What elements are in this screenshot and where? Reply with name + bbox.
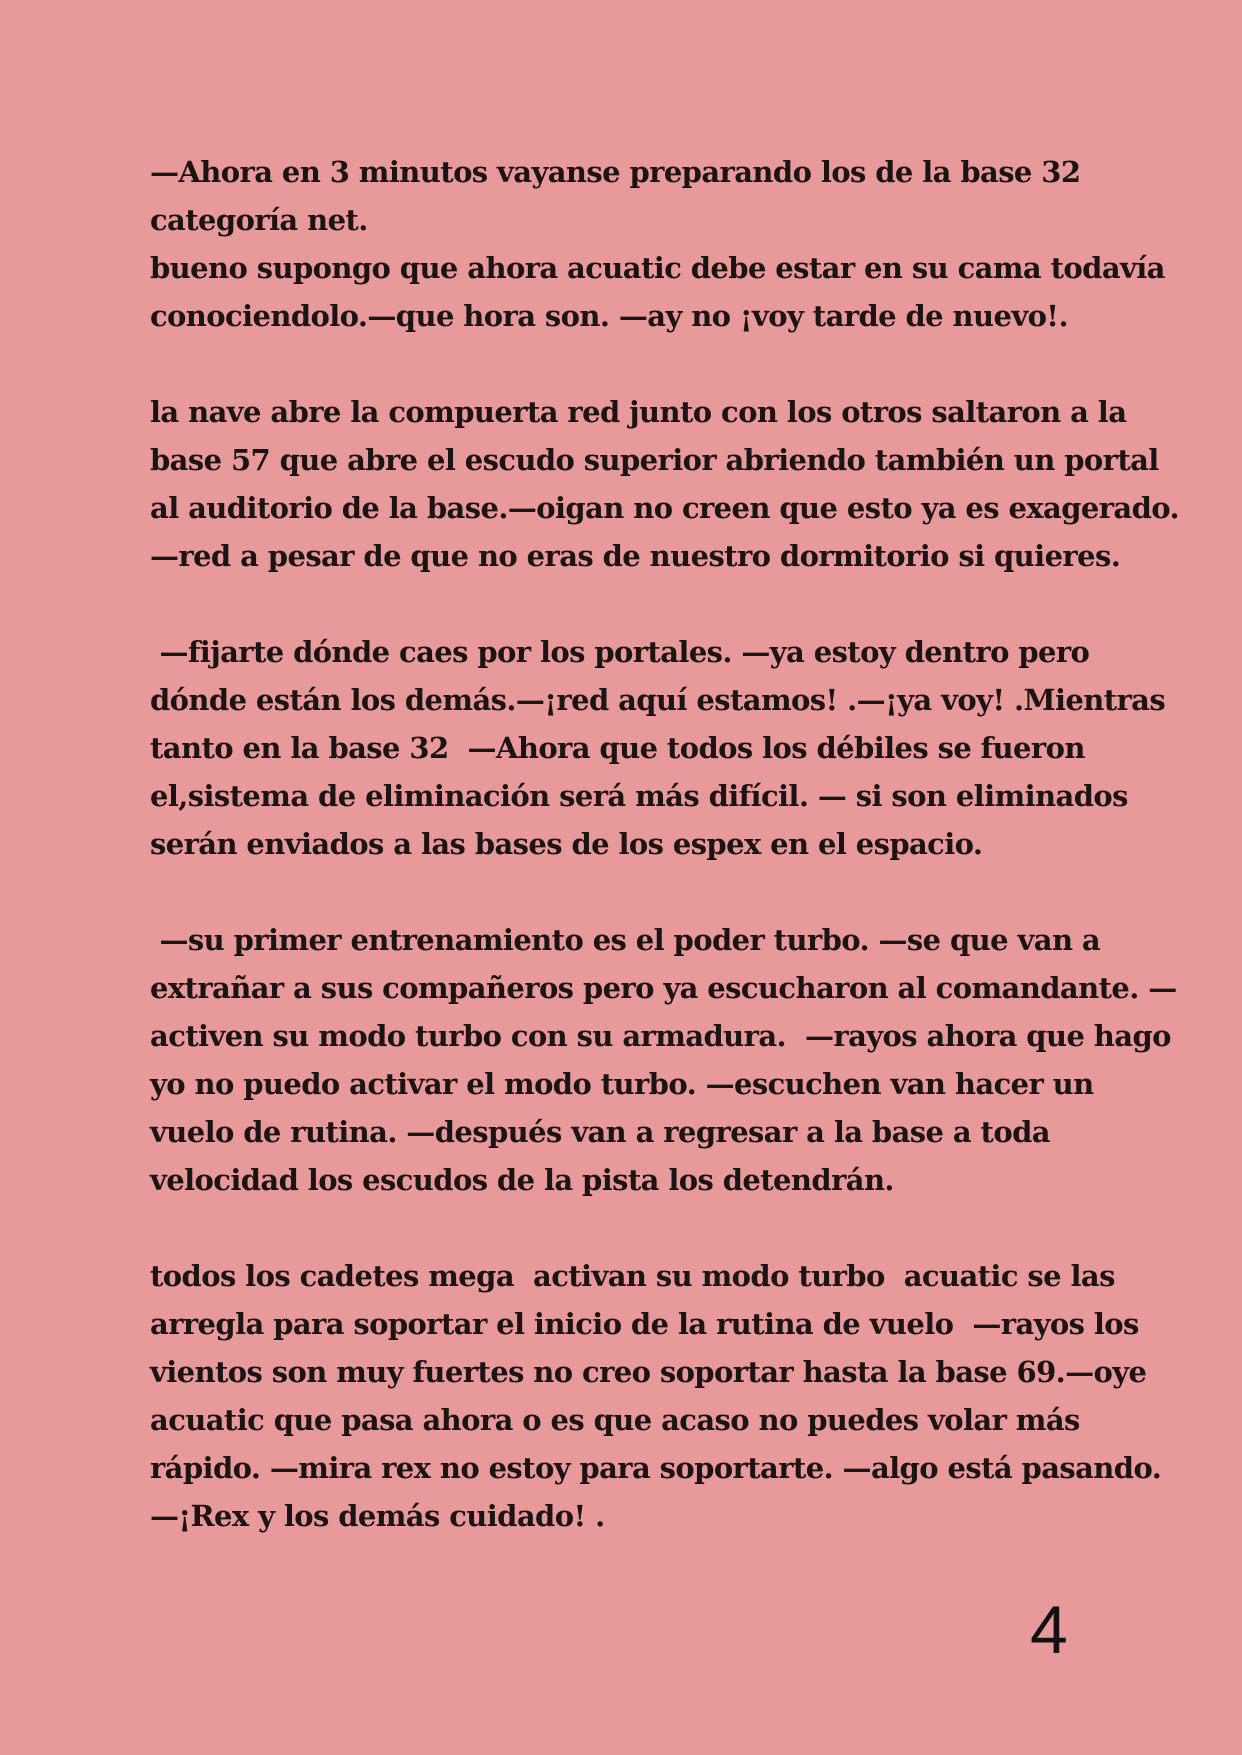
paragraph-2: [150, 388, 1180, 580]
text-line: dónde están los demás.—¡red aquí estamos! .—¡ya voy! .Mientras: [150, 683, 1166, 717]
paragraph-4: [150, 916, 1177, 1204]
text-line: rápido. —mira rex no estoy para soportarte. —algo está pasando.: [150, 1451, 1162, 1485]
page-number: 4: [1030, 1592, 1068, 1668]
text-line: —su primer entrenamiento es el poder turbo. —se que van a: [150, 923, 1101, 957]
text-line: vuelo de rutina. —después van a regresar a la base a toda: [150, 1115, 1050, 1149]
text-line: extrañar a sus compañeros pero ya escucharon al comandante. —: [150, 971, 1177, 1005]
paragraph-1: [150, 148, 1165, 340]
paragraph-5: [150, 1252, 1162, 1540]
text-line: conociendolo.—que hora son. —ay no ¡voy tarde de nuevo!.: [150, 299, 1068, 333]
text-line: serán enviados a las bases de los espex en el espacio.: [150, 827, 983, 861]
text-line: arregla para soportar el inicio de la rutina de vuelo —rayos los: [150, 1307, 1139, 1341]
text-line: bueno supongo que ahora acuatic debe estar en su cama todavía: [150, 251, 1165, 285]
text-line: al auditorio de la base.—oigan no creen que esto ya es exagerado.: [150, 491, 1180, 525]
text-line: el,sistema de eliminación será más difícil. — si son eliminados: [150, 779, 1128, 813]
text-line: la nave abre la compuerta red junto con los otros saltaron a la: [150, 395, 1127, 429]
text-line: —fijarte dónde caes por los portales. —ya estoy dentro pero: [150, 635, 1090, 669]
text-line: velocidad los escudos de la pista los detendrán.: [150, 1163, 894, 1197]
text-line: yo no puedo activar el modo turbo. —escuchen van hacer un: [150, 1067, 1094, 1101]
paragraph-3: [150, 628, 1166, 868]
text-line: activen su modo turbo con su armadura. —rayos ahora que hago: [150, 1019, 1171, 1053]
text-line: —Ahora en 3 minutos vayanse preparando los de la base 32: [150, 155, 1081, 189]
text-line: base 57 que abre el escudo superior abriendo también un portal: [150, 443, 1159, 477]
text-line: todos los cadetes mega activan su modo turbo acuatic se las: [150, 1259, 1115, 1293]
text-line: —¡Rex y los demás cuidado! .: [150, 1499, 605, 1533]
text-line: acuatic que pasa ahora o es que acaso no puedes volar más: [150, 1403, 1080, 1437]
text-line: —red a pesar de que no eras de nuestro dormitorio si quieres.: [150, 539, 1121, 573]
text-line: tanto en la base 32 —Ahora que todos los débiles se fueron: [150, 731, 1085, 765]
story-text: [150, 148, 1180, 1588]
text-line: categoría net.: [150, 203, 368, 237]
text-line: vientos son muy fuertes no creo soportar hasta la base 69.—oye: [150, 1355, 1147, 1389]
